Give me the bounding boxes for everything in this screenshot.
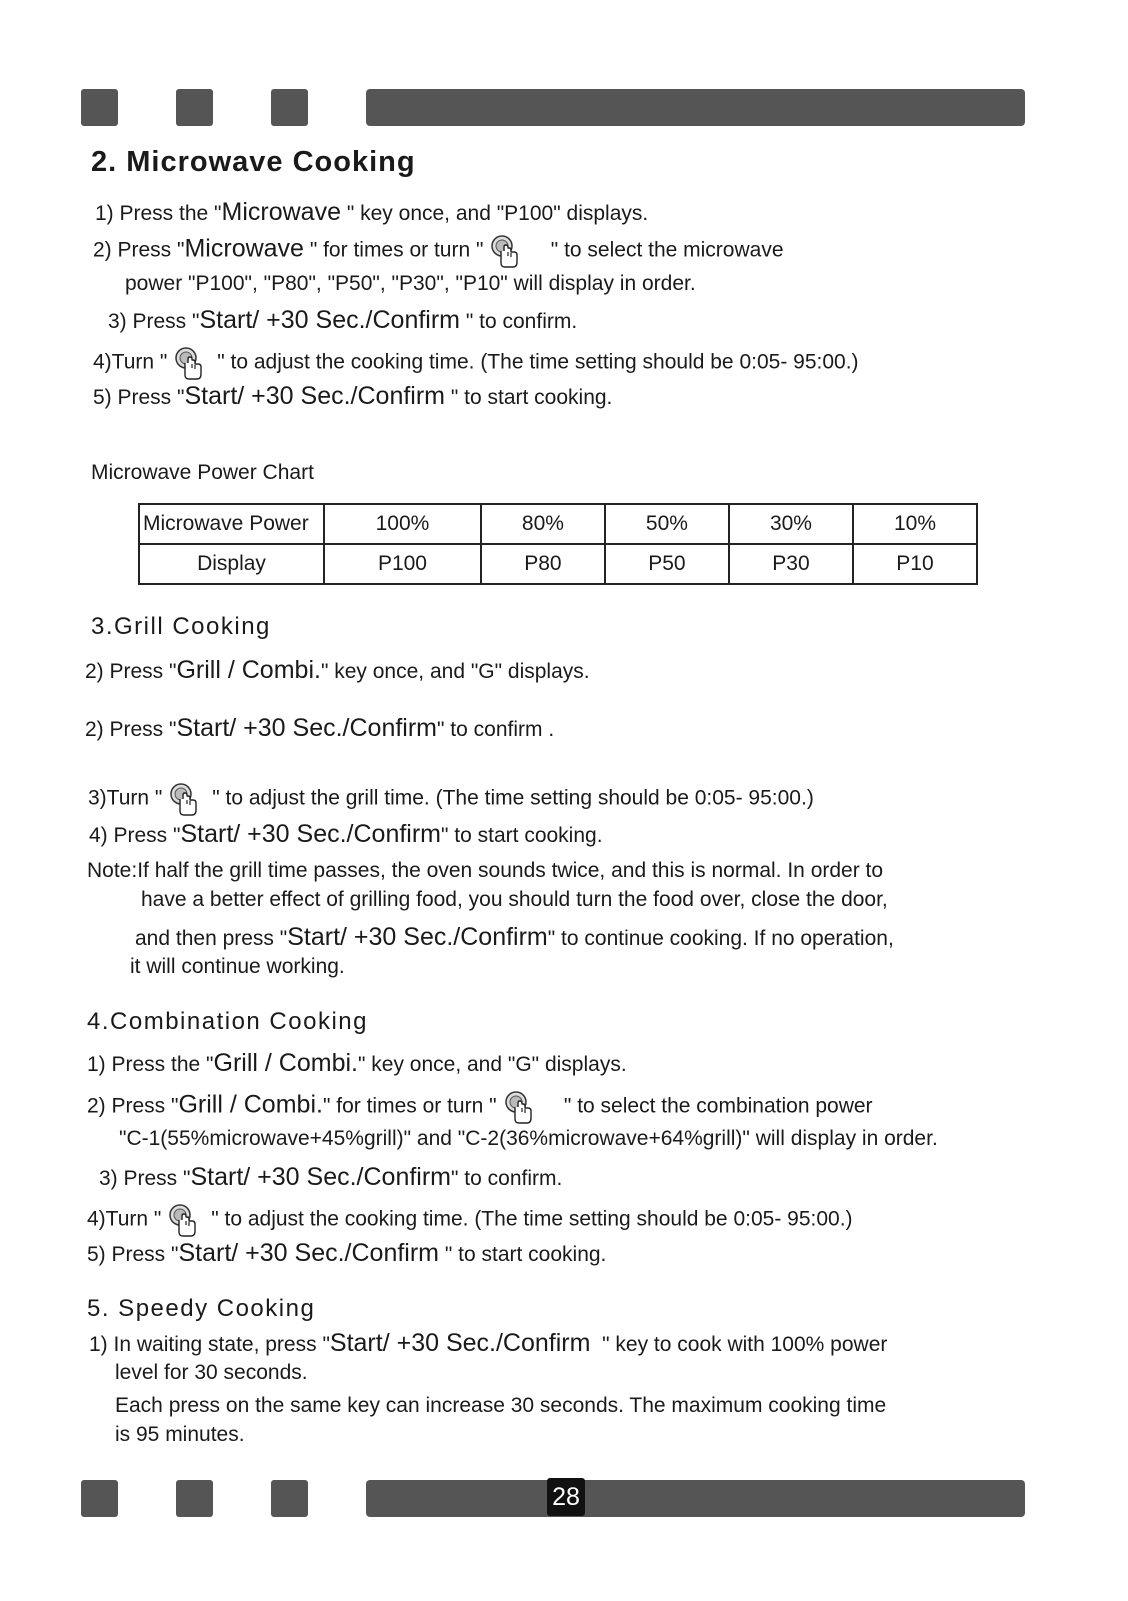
header-square-1 — [81, 89, 118, 126]
table-cell: P50 — [605, 544, 729, 584]
knob-icon — [501, 1089, 537, 1125]
section-title-grill: 3.Grill Cooking — [91, 613, 271, 640]
table-cell: 80% — [481, 504, 605, 544]
step-line: level for 30 seconds. — [115, 1361, 308, 1384]
knob-icon — [171, 345, 207, 381]
page-number: 28 — [547, 1478, 585, 1516]
table-cell: 100% — [324, 504, 481, 544]
table-cell: 30% — [729, 504, 853, 544]
microwave-power-table — [138, 503, 978, 585]
chart-caption: Microwave Power Chart — [91, 461, 314, 484]
step-line: 2) Press "Microwave " for times or turn " " to select the microwave — [93, 233, 784, 269]
knob-icon — [166, 781, 202, 817]
header-square-3 — [271, 89, 308, 126]
step-line: 4)Turn " " to adjust the cooking time. (The time setting should be 0:05- 95:00.) — [87, 1202, 853, 1238]
step-line: 1) In waiting state, press "Start/ +30 Sec./Confirm " key to cook with 100% power — [89, 1329, 888, 1357]
header-bar — [366, 89, 1025, 126]
section-title-speedy: 5. Speedy Cooking — [87, 1295, 316, 1322]
step-line: 5) Press "Start/ +30 Sec./Confirm " to start cooking. — [93, 382, 613, 410]
step-line: 1) Press the "Microwave " key once, and "P100" displays. — [95, 198, 649, 226]
knob-icon — [165, 1202, 201, 1238]
step-line: 2) Press "Start/ +30 Sec./Confirm" to confirm . — [85, 714, 555, 742]
table-row-header: Display — [139, 544, 324, 584]
footer-square-2 — [176, 1480, 213, 1517]
section-title-combination: 4.Combination Cooking — [87, 1008, 368, 1035]
note-line: have a better effect of grilling food, you should turn the food over, close the door, — [141, 888, 888, 911]
step-line: 1) Press the "Grill / Combi." key once, and "G" displays. — [87, 1049, 627, 1077]
table-cell: 10% — [853, 504, 977, 544]
table-cell: P30 — [729, 544, 853, 584]
step-line: 2) Press "Grill / Combi." key once, and "G" displays. — [85, 656, 590, 684]
footer-bar — [366, 1480, 1025, 1517]
section-title-microwave: 2. Microwave Cooking — [91, 146, 416, 178]
note-line: it will continue working. — [130, 955, 345, 978]
table-cell: P100 — [324, 544, 481, 584]
step-line: 5) Press "Start/ +30 Sec./Confirm " to start cooking. — [87, 1239, 607, 1267]
step-line: 4)Turn " " to adjust the cooking time. (The time setting should be 0:05- 95:00.) — [93, 345, 859, 381]
step-line: 2) Press "Grill / Combi." for times or turn " " to select the combination power — [87, 1089, 873, 1125]
step-line: is 95 minutes. — [115, 1423, 245, 1446]
table-cell: 50% — [605, 504, 729, 544]
table-row — [139, 544, 977, 584]
note-line: Note:If half the grill time passes, the oven sounds twice, and this is normal. In order to — [87, 859, 884, 882]
step-line: "C-1(55%microwave+45%grill)" and "C-2(36%microwave+64%grill)" will display in order. — [119, 1127, 938, 1150]
table-cell: P10 — [853, 544, 977, 584]
step-line: Each press on the same key can increase 30 seconds. The maximum cooking time — [115, 1394, 887, 1417]
note-line: and then press "Start/ +30 Sec./Confirm" to continue cooking. If no operation, — [135, 923, 894, 951]
header-square-2 — [176, 89, 213, 126]
footer-square-1 — [81, 1480, 118, 1517]
step-line: 4) Press "Start/ +30 Sec./Confirm" to start cooking. — [89, 820, 603, 848]
footer-square-3 — [271, 1480, 308, 1517]
step-line: power "P100", "P80", "P50", "P30", "P10" will display in order. — [125, 272, 696, 295]
table-row — [139, 504, 977, 544]
table-cell: P80 — [481, 544, 605, 584]
knob-icon — [487, 233, 523, 269]
step-line: 3) Press "Start/ +30 Sec./Confirm " to confirm. — [108, 306, 578, 334]
table-row-header: Microwave Power — [139, 504, 324, 544]
step-line: 3) Press "Start/ +30 Sec./Confirm" to confirm. — [99, 1163, 563, 1191]
step-line: 3)Turn " " to adjust the grill time. (The time setting should be 0:05- 95:00.) — [88, 781, 814, 817]
